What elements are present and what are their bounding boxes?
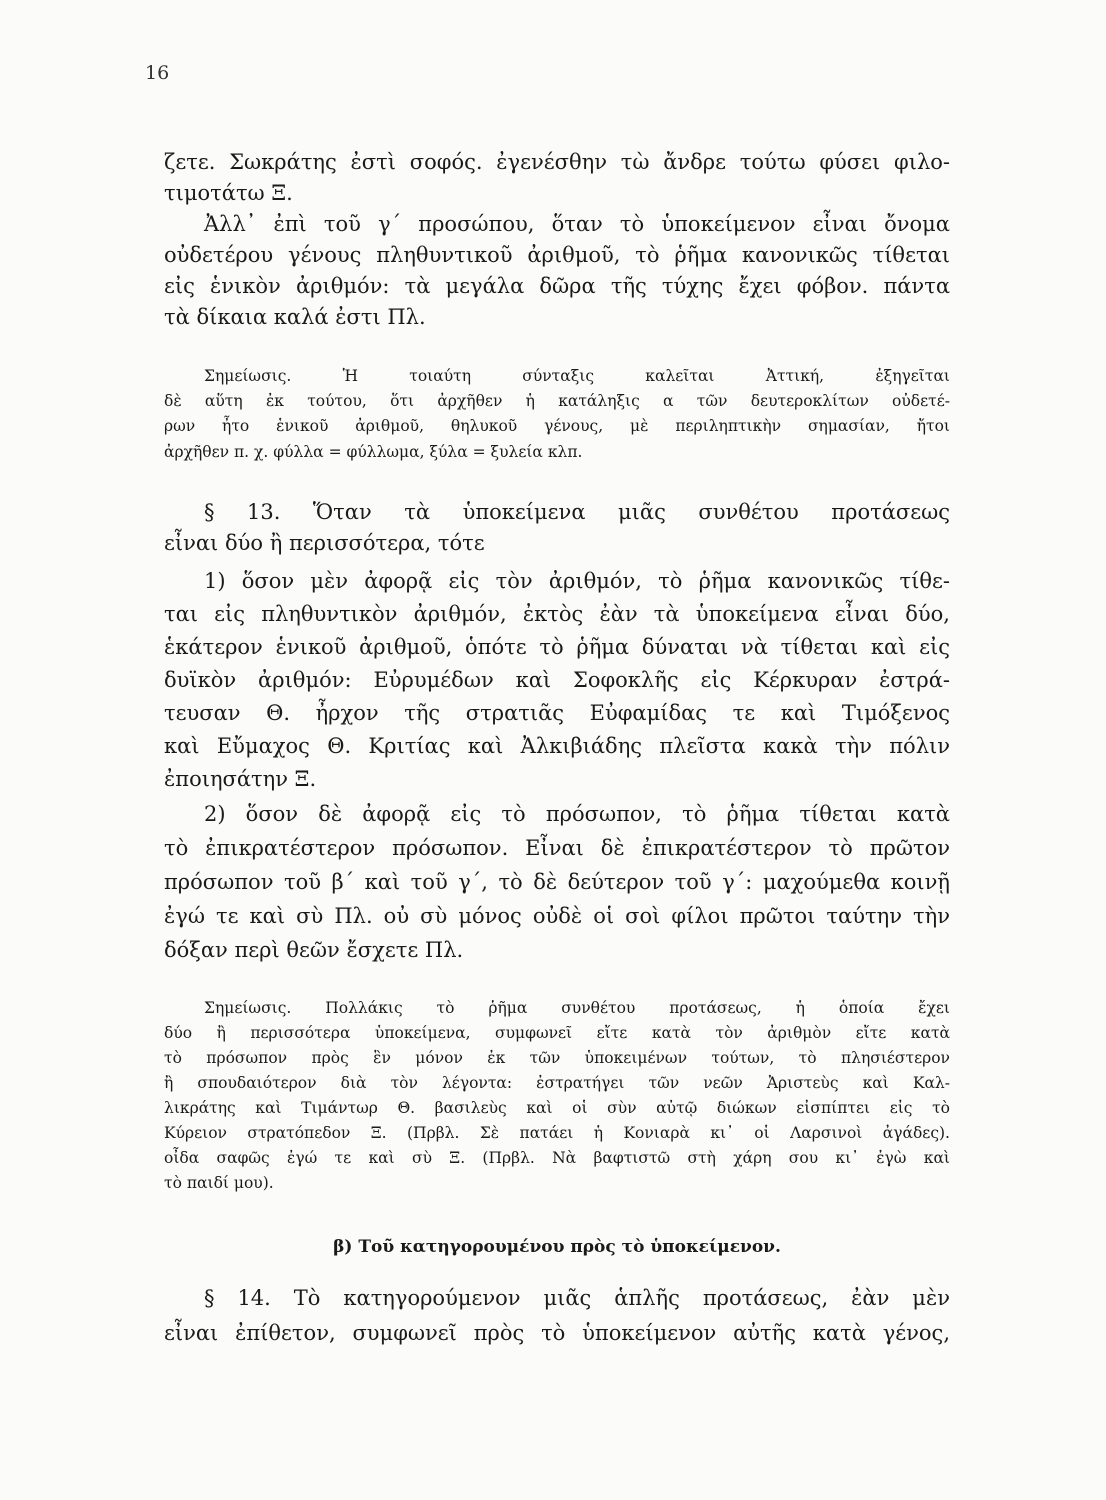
note-line: τὸ πρόσωπον πρὸς ἓν μόνον ἐκ τῶν ὑποκειμένων τούτων, τὸ πλησιέστερον (164, 1049, 950, 1067)
body-line: καὶ Εὔμαχος Θ. Κριτίας καὶ Ἀλκιβιάδης πλεῖστα κακὰ τὴν πόλιν (164, 734, 950, 758)
note-line: δύο ἢ περισσότερα ὑποκείμενα, συμφωνεῖ εἴτε κατὰ τὸν ἀριθμὸν εἴτε κατὰ (164, 1024, 950, 1042)
body-line: εἰς ἑνικὸν ἀριθμόν: τὰ μεγάλα δῶρα τῆς τύχης ἔχει φόβον. πάντα (164, 274, 950, 298)
section-13-heading-line: § 13. Ὅταν τὰ ὑποκείμενα μιᾶς συνθέτου προτάσεως (204, 500, 950, 524)
note-line: τὸ παιδί μου). (164, 1174, 274, 1192)
body-line: οὐδετέρου γένους πληθυντικοῦ ἀριθμοῦ, τὸ ῥῆμα κανονικῶς τίθεται (164, 243, 950, 267)
body-line: ἐποιησάτην Ξ. (164, 767, 317, 791)
body-line: ται εἰς πληθυντικὸν ἀριθμόν, ἐκτὸς ἐὰν τὰ ὑποκείμενα εἶναι δύο, (164, 602, 950, 626)
body-line: τὰ δίκαια καλά ἐστι Πλ. (164, 305, 426, 329)
note-line: Σημείωσις. Ἡ τοιαύτη σύνταξις καλεῖται Ἀττική, ἐξηγεῖται (204, 367, 950, 385)
body-line: τευσαν Θ. ἦρχον τῆς στρατιᾶς Εὐφαμίδας τε καὶ Τιμόξενος (164, 701, 950, 725)
body-line: ἐγώ τε καὶ σὺ Πλ. οὐ σὺ μόνος οὐδὲ οἱ σοὶ φίλοι πρῶτοι ταύτην τὴν (164, 904, 950, 928)
body-line: εἶναι ἐπίθετον, συμφωνεῖ πρὸς τὸ ὑποκείμενον αὐτῆς κατὰ γένος, (164, 1321, 950, 1345)
body-line: εἶναι δύο ἢ περισσότερα, τότε (164, 531, 485, 555)
subsection-heading: β) Τοῦ κατηγορουμένου πρὸς τὸ ὑποκείμενον. (333, 1237, 781, 1257)
body-line: ἑκάτερον ἑνικοῦ ἀριθμοῦ, ὁπότε τὸ ῥῆμα δύναται νὰ τίθεται καὶ εἰς (164, 635, 950, 659)
section-14-heading-line: § 14. Τὸ κατηγορούμενον μιᾶς ἁπλῆς προτάσεως, ἐὰν μὲν (204, 1286, 950, 1310)
body-line: 2) ὅσον δὲ ἀφορᾷ εἰς τὸ πρόσωπον, τὸ ῥῆμα τίθεται κατὰ (204, 802, 950, 826)
body-line: 1) ὅσον μὲν ἀφορᾷ εἰς τὸν ἀριθμόν, τὸ ῥῆμα κανονικῶς τίθε- (204, 569, 950, 593)
note-line: ἀρχῆθεν π. χ. φύλλα = φύλλωμα, ξύλα = ξυλεία κλπ. (164, 443, 583, 461)
body-line: τὸ ἐπικρατέστερον πρόσωπον. Εἶναι δὲ ἐπικρατέστερον τὸ πρῶτον (164, 836, 950, 860)
note-line: ρων ἦτο ἑνικοῦ ἀριθμοῦ, θηλυκοῦ γένους, μὲ περιληπτικὴν σημασίαν, ἤτοι (164, 417, 950, 435)
note-line: λικράτης καὶ Τιμάντωρ Θ. βασιλεὺς καὶ οἱ σὺν αὐτῷ διώκων εἰσπίπτει εἰς τὸ (164, 1099, 950, 1117)
note-line: Σημείωσις. Πολλάκις τὸ ῥῆμα συνθέτου προτάσεως, ἡ ὁποία ἔχει (204, 999, 950, 1017)
body-line: Ἀλλ᾽ ἐπὶ τοῦ γ΄ προσώπου, ὅταν τὸ ὑποκείμενον εἶναι ὄνομα (204, 212, 950, 236)
body-line: ζετε. Σωκράτης ἐστὶ σοφός. ἐγενέσθην τὼ ἄνδρε τούτω φύσει φιλο- (164, 150, 950, 174)
note-line: δὲ αὕτη ἐκ τούτου, ὅτι ἀρχῆθεν ἡ κατάληξις α τῶν δευτεροκλίτων οὐδετέ- (164, 392, 950, 410)
body-line: δόξαν περὶ θεῶν ἔσχετε Πλ. (164, 938, 464, 962)
note-line: ἢ σπουδαιότερον διὰ τὸν λέγοντα: ἐστρατήγει τῶν νεῶν Ἀριστεὺς καὶ Καλ- (164, 1074, 950, 1092)
body-line: τιμοτάτω Ξ. (164, 181, 293, 205)
body-line: πρόσωπον τοῦ β΄ καὶ τοῦ γ΄, τὸ δὲ δεύτερον τοῦ γ΄: μαχούμεθα κοινῇ (164, 870, 950, 894)
note-line: οἶδα σαφῶς ἐγώ τε καὶ σὺ Ξ. (Πρβλ. Νὰ βαφτιστῶ στὴ χάρη σου κι᾽ ἐγὼ καὶ (164, 1149, 950, 1167)
note-line: Κύρειον στρατόπεδον Ξ. (Πρβλ. Σὲ πατάει ἡ Κονιαρὰ κι᾽ οἱ Λαρσινοὶ ἀγάδες). (164, 1124, 950, 1142)
body-line: δυϊκὸν ἀριθμόν: Εὐρυμέδων καὶ Σοφοκλῆς εἰς Κέρκυραν ἐστρά- (164, 668, 950, 692)
page-number: 16 (145, 62, 170, 84)
